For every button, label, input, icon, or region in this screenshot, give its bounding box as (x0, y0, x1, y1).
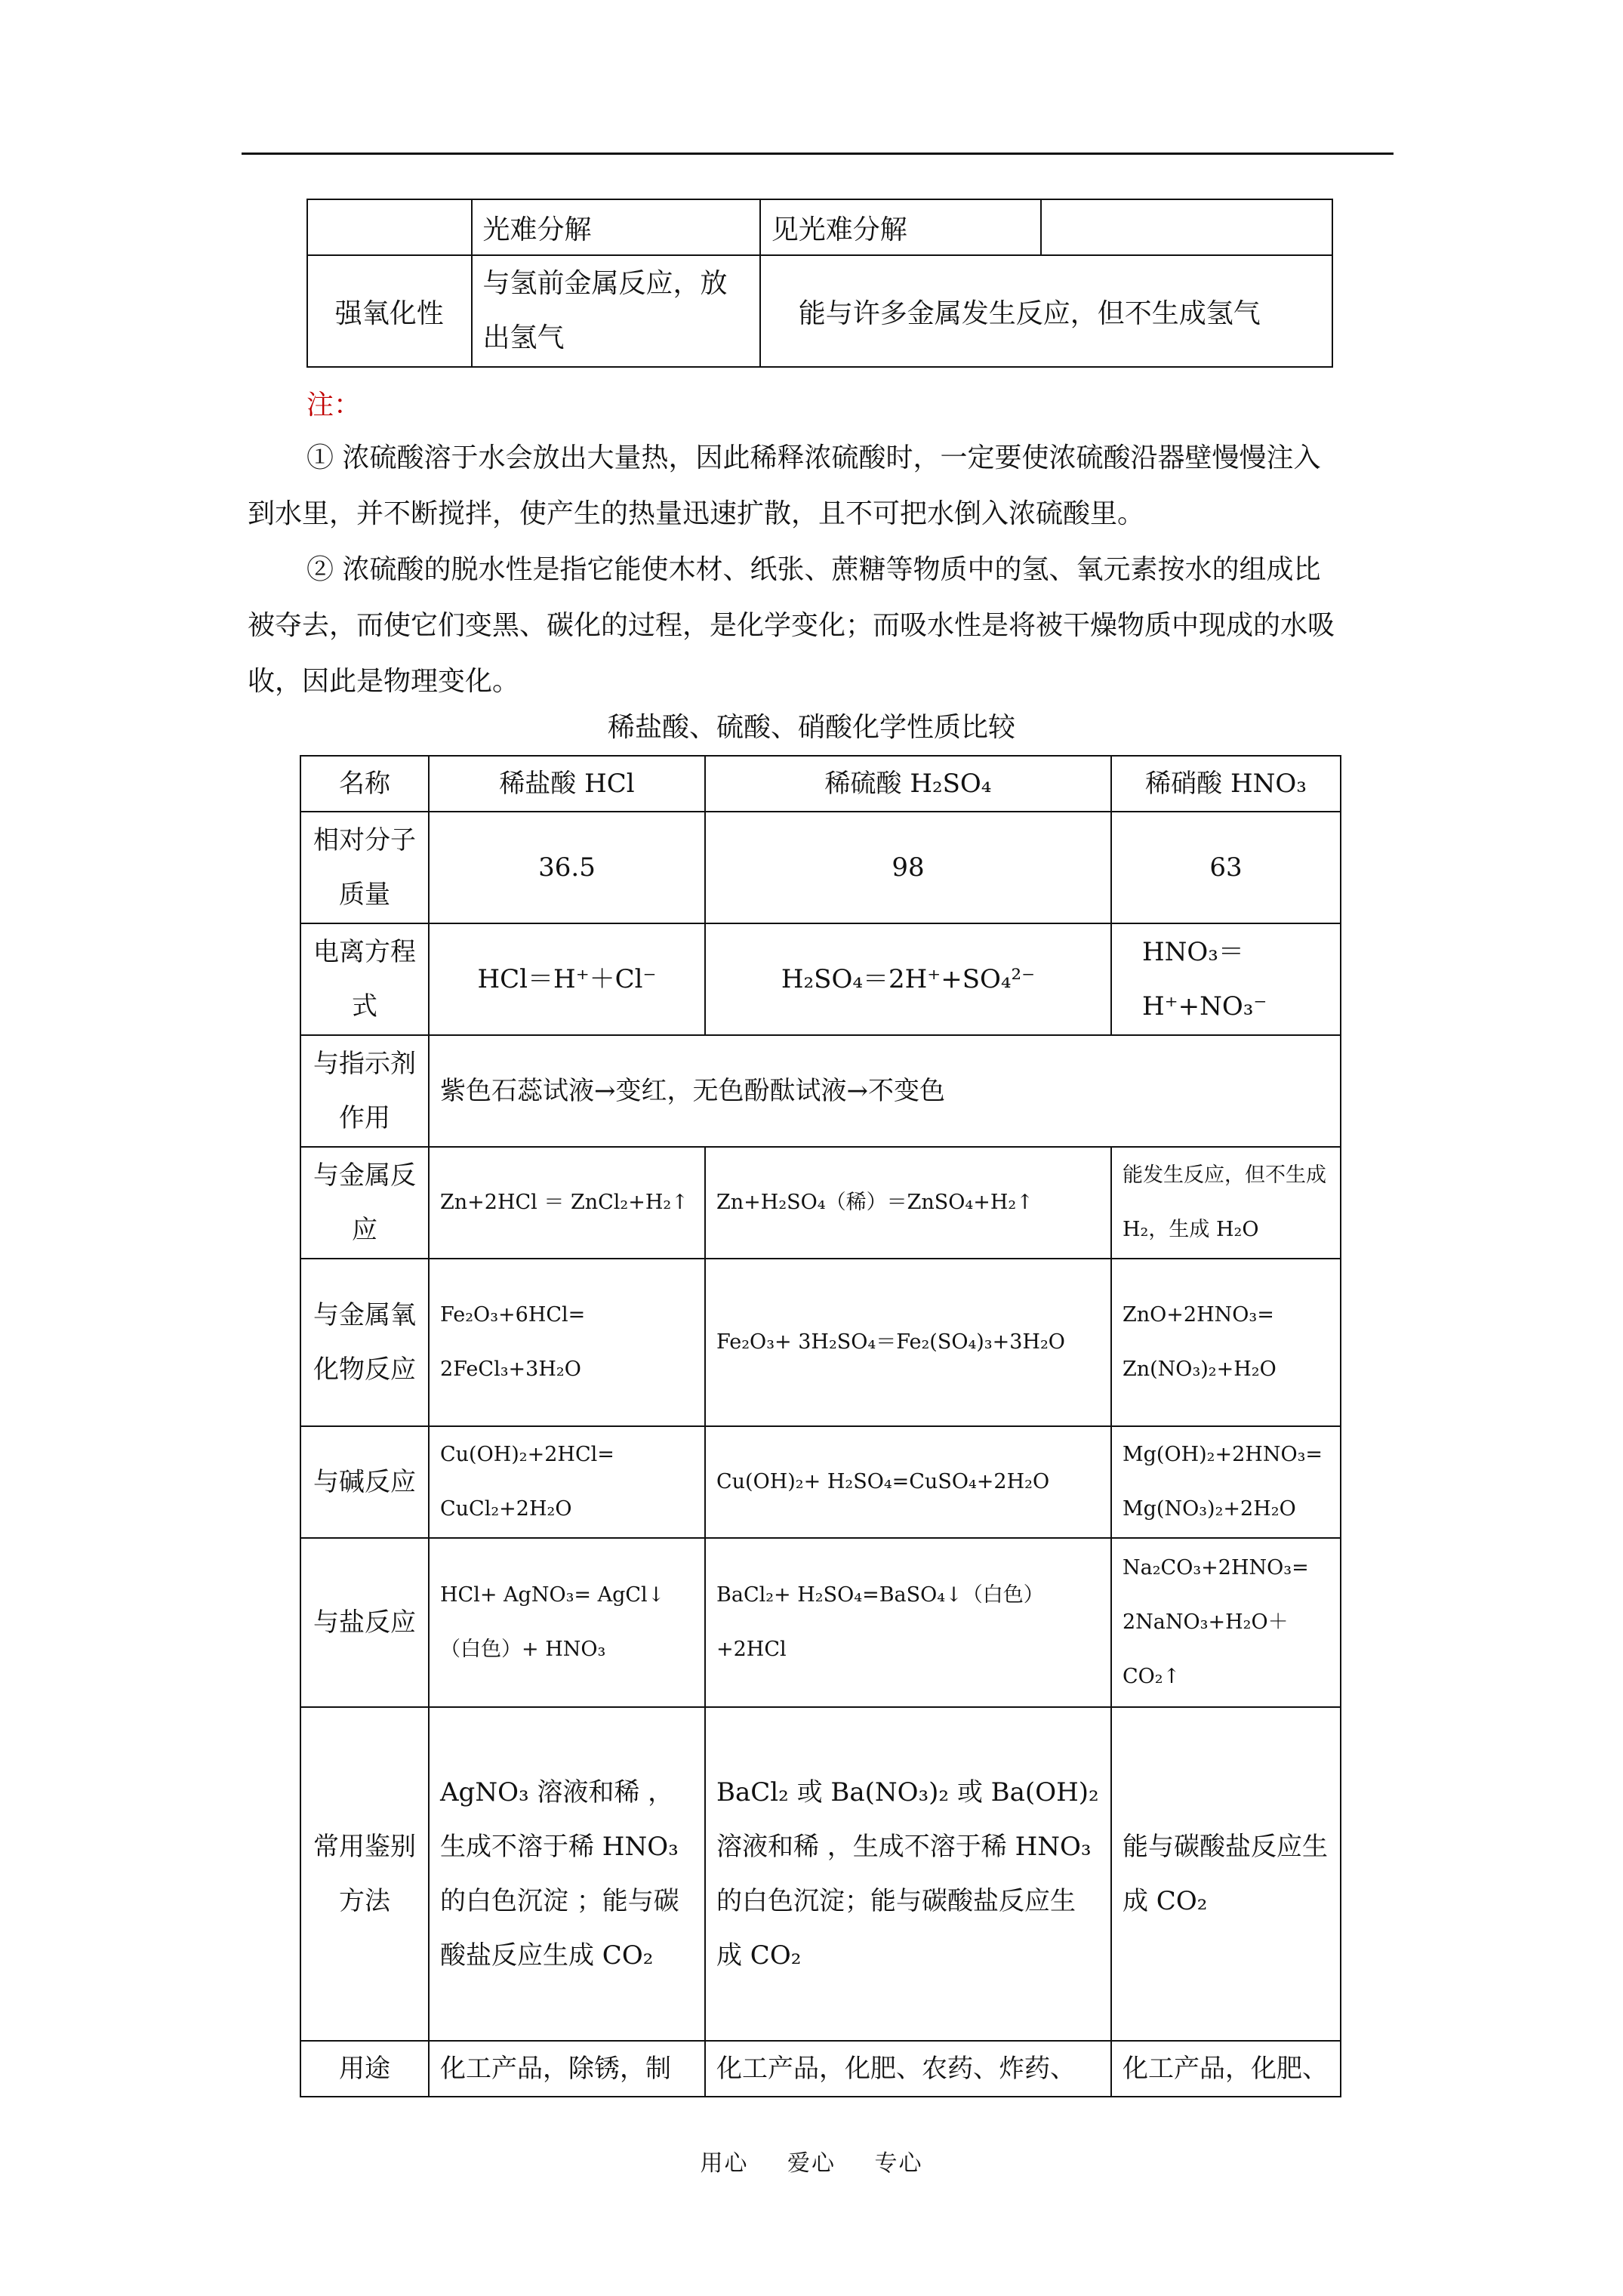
row-label: 强氧化性 (307, 255, 472, 367)
header-rule (242, 153, 1394, 155)
table-cell: 能与碳酸盐反应生成 CO₂ (1111, 1707, 1341, 2041)
row-label: 相对分子质量 (300, 812, 429, 923)
table-row (300, 1259, 1341, 1426)
row-label: 电离方程式 (300, 923, 429, 1035)
comparison-table (300, 755, 1341, 2097)
table-row (300, 1426, 1341, 1538)
table-cell: 化工产品，化肥、 (1111, 2041, 1341, 2097)
table-caption: 稀盐酸、硫酸、硝酸化学性质比较 (607, 712, 1015, 743)
table-cell: 紫色石蕊试液→变红，无色酚酞试液→不变色 (429, 1035, 1341, 1147)
row-label: 与碱反应 (300, 1426, 429, 1538)
table-cell: 98 (705, 812, 1111, 923)
table-row (300, 1538, 1341, 1707)
table-cell: Zn+2HCl ＝ ZnCl₂+H₂↑ (429, 1147, 705, 1259)
note-text: ② 浓硫酸的脱水性是指它能使木材、纸张、蔗糖等物质中的氢、氧元素按水的组成比 (306, 554, 1321, 585)
column-header: 稀盐酸 HCl (429, 756, 705, 812)
note-text: 到水里，并不断搅拌，使产生的热量迅速扩散，且不可把水倒入浓硫酸里。 (248, 498, 1145, 529)
table-cell: Fe₂O₃+ 3H₂SO₄＝Fe₂(SO₄)₃+3H₂O (705, 1259, 1111, 1426)
table-cell: HNO₃＝H⁺+NO₃⁻ (1111, 923, 1341, 1035)
row-label: 常用鉴别方法 (300, 1707, 429, 2041)
table-cell (307, 199, 472, 255)
table-cell: Mg(OH)₂+2HNO₃= Mg(NO₃)₂+2H₂O (1111, 1426, 1341, 1538)
table-row (300, 1035, 1341, 1147)
table-cell: Cu(OH)₂+2HCl= CuCl₂+2H₂O (429, 1426, 705, 1538)
column-header: 名称 (300, 756, 429, 812)
column-header: 稀硝酸 HNO₃ (1111, 756, 1341, 812)
page-footer: 用心 爱心 专心 (700, 2150, 923, 2177)
table-cell: HCl+ AgNO₃= AgCl↓（白色）+ HNO₃ (429, 1538, 705, 1707)
table-row (307, 255, 1332, 367)
table-row (300, 2041, 1341, 2097)
table-cell: HCl＝H⁺＋Cl⁻ (429, 923, 705, 1035)
table-cell: 63 (1111, 812, 1341, 923)
table-cell: 化工产品，除锈，制 (429, 2041, 705, 2097)
table-cell: Zn+H₂SO₄（稀）＝ZnSO₄+H₂↑ (705, 1147, 1111, 1259)
row-label: 与金属氧化物反应 (300, 1259, 429, 1426)
column-header: 稀硫酸 H₂SO₄ (705, 756, 1111, 812)
table-continued (306, 199, 1333, 368)
table-row (307, 199, 1332, 255)
table-cell: 36.5 (429, 812, 705, 923)
table-cell: 与氢前金属反应，放出氢气 (472, 255, 760, 367)
table-cell: 光难分解 (472, 199, 760, 255)
table-cell: 能发生反应，但不生成 H₂，生成 H₂O (1111, 1147, 1341, 1259)
table-header-row (300, 756, 1341, 812)
row-label: 用途 (300, 2041, 429, 2097)
table-cell (1041, 199, 1332, 255)
table-row (300, 923, 1341, 1035)
table-cell: Fe₂O₃+6HCl= 2FeCl₃+3H₂O (429, 1259, 705, 1426)
table-cell: ZnO+2HNO₃= Zn(NO₃)₂+H₂O (1111, 1259, 1341, 1426)
table-cell: BaCl₂+ H₂SO₄=BaSO₄↓（白色）+2HCl (705, 1538, 1111, 1707)
note-title: 注： (306, 390, 362, 421)
table-cell: Cu(OH)₂+ H₂SO₄=CuSO₄+2H₂O (705, 1426, 1111, 1538)
table-cell: 见光难分解 (760, 199, 1041, 255)
note-text: 收，因此是物理变化。 (248, 666, 520, 697)
table-cell: H₂SO₄＝2H⁺+SO₄²⁻ (705, 923, 1111, 1035)
table-cell: AgNO₃ 溶液和稀 ，生成不溶于稀 HNO₃ 的白色沉淀 ；能与碳酸盐反应生成 CO₂ (429, 1707, 705, 2041)
table-cell: Na₂CO₃+2HNO₃= 2NaNO₃+H₂O＋CO₂↑ (1111, 1538, 1341, 1707)
table-cell: 化工产品，化肥、农药、炸药、 (705, 2041, 1111, 2097)
table-row (300, 1707, 1341, 2041)
note-text: ① 浓硫酸溶于水会放出大量热，因此稀释浓硫酸时，一定要使浓硫酸沿器壁慢慢注入 (306, 442, 1321, 473)
row-label: 与指示剂作用 (300, 1035, 429, 1147)
note-text: 被夺去，而使它们变黑、碳化的过程，是化学变化；而吸水性是将被干燥物质中现成的水吸 (248, 610, 1335, 641)
row-label: 与盐反应 (300, 1538, 429, 1707)
table-cell: 能与许多金属发生反应，但不生成氢气 (760, 255, 1332, 367)
table-row (300, 1147, 1341, 1259)
row-label: 与金属反应 (300, 1147, 429, 1259)
table-row (300, 812, 1341, 923)
table-cell: BaCl₂ 或 Ba(NO₃)₂ 或 Ba(OH)₂ 溶液和稀 ，生成不溶于稀 HNO₃ 的白色沉淀；能与碳酸盐反应生成 CO₂ (705, 1707, 1111, 2041)
